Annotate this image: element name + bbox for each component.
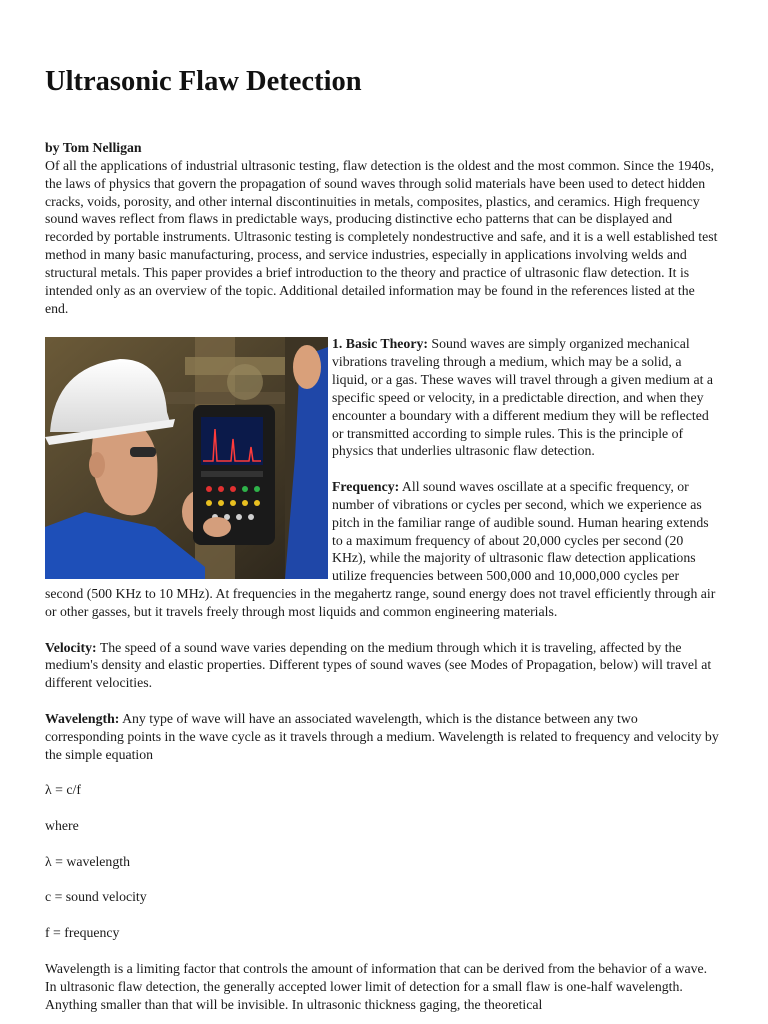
equation-def-velocity: c = sound velocity [45, 889, 147, 905]
basic-theory-text: Sound waves are simply organized mechanical vibrations traveling through a medium, which may be a solid, a liquid, or a gas. These waves will travel through a given medium at a specific speed or velocity, in a predictable direction, and when they encounter a boundary with a different medium they will be reflected or transmitted according to simple rules. This is the principle of physics that underlies ultrasonic flaw detection. [332, 336, 713, 459]
page-title: Ultrasonic Flaw Detection [45, 66, 362, 97]
technician-with-flaw-detector-photo [45, 337, 328, 579]
wavelength-equation [45, 781, 720, 942]
equation-def-frequency: f = frequency [45, 925, 120, 941]
equation-formula: λ = c/f [45, 782, 81, 798]
equation-where: where [45, 818, 79, 834]
wavelength-paragraph [45, 710, 720, 764]
frequency-text: All sound waves oscillate at a specific frequency, or number of vibrations or cycles per second, which we experience as pitch in the familiar range of audible sound. Human hearing extends to a maximum frequency of about 20,000 cycles per second (20 KHz), while the majority of ultrasonic flaw detection applications utilize frequencies between 500,000 and 10,000,000 cycles per second (500 KHz to 10 MHz). At frequencies in the megahertz range, sound energy does not travel efficiently through air or other gasses, but it travels freely through most liquids and common engineering materials. [45, 479, 716, 619]
closing-paragraph: Wavelength is a limiting factor that controls the amount of information that can be derived from the behavior of a wave. In ultrasonic flaw detection, the generally accepted lower limit of detection for a small flaw is one-half wavelength. Anything smaller than that will be invisible. In ultrasonic thickness gaging, the theoretical [45, 960, 708, 1012]
wavelength-heading: Wavelength: [45, 711, 120, 726]
velocity-heading: Velocity: [45, 639, 97, 655]
equation-def-wavelength: λ = wavelength [45, 853, 130, 869]
article-body [45, 139, 720, 1013]
wavelength-text: Any type of wave will have an associated wavelength, which is the distance between any two corresponding points in the wave cycle as it travels through a medium. Wavelength is related to frequency and velocity by the simple equation [45, 711, 719, 762]
velocity-paragraph [45, 639, 720, 693]
basic-theory-heading: 1. Basic Theory: [332, 336, 428, 352]
intro-text: Of all the applications of industrial ultrasonic testing, flaw detection is the oldest and the most common. Since the 1940s, the laws of physics that govern the propagation of sound waves through solid materials have been used to detect hidden cracks, voids, porosity, and other internal discontinuities in metals, composites, plastics, and ceramics. High frequency sound waves reflect from flaws in predictable ways, producing distinctive echo patterns that can be displayed and recorded by portable instruments. Ultrasonic testing is completely nondestructive and safe, and it is a well established test method in many basic manufacturing, process, and service industries, especially in applications involving welds and structural metals. This paper provides a brief introduction to the theory and practice of ultrasonic flaw detection. It is intended only as an overview of the topic. Additional detailed information may be found in the references listed at the end. [45, 157, 718, 316]
byline: by Tom Nelligan [45, 140, 142, 155]
velocity-text: The speed of a sound wave varies depending on the medium through which it is traveling, affected by the medium's density and elastic properties. Different types of sound waves (see Modes of Propagation, below) will travel at different velocities. [45, 639, 712, 691]
frequency-heading: Frequency: [332, 479, 400, 495]
intro-paragraph [45, 139, 720, 317]
basic-theory-paragraph [45, 335, 720, 460]
